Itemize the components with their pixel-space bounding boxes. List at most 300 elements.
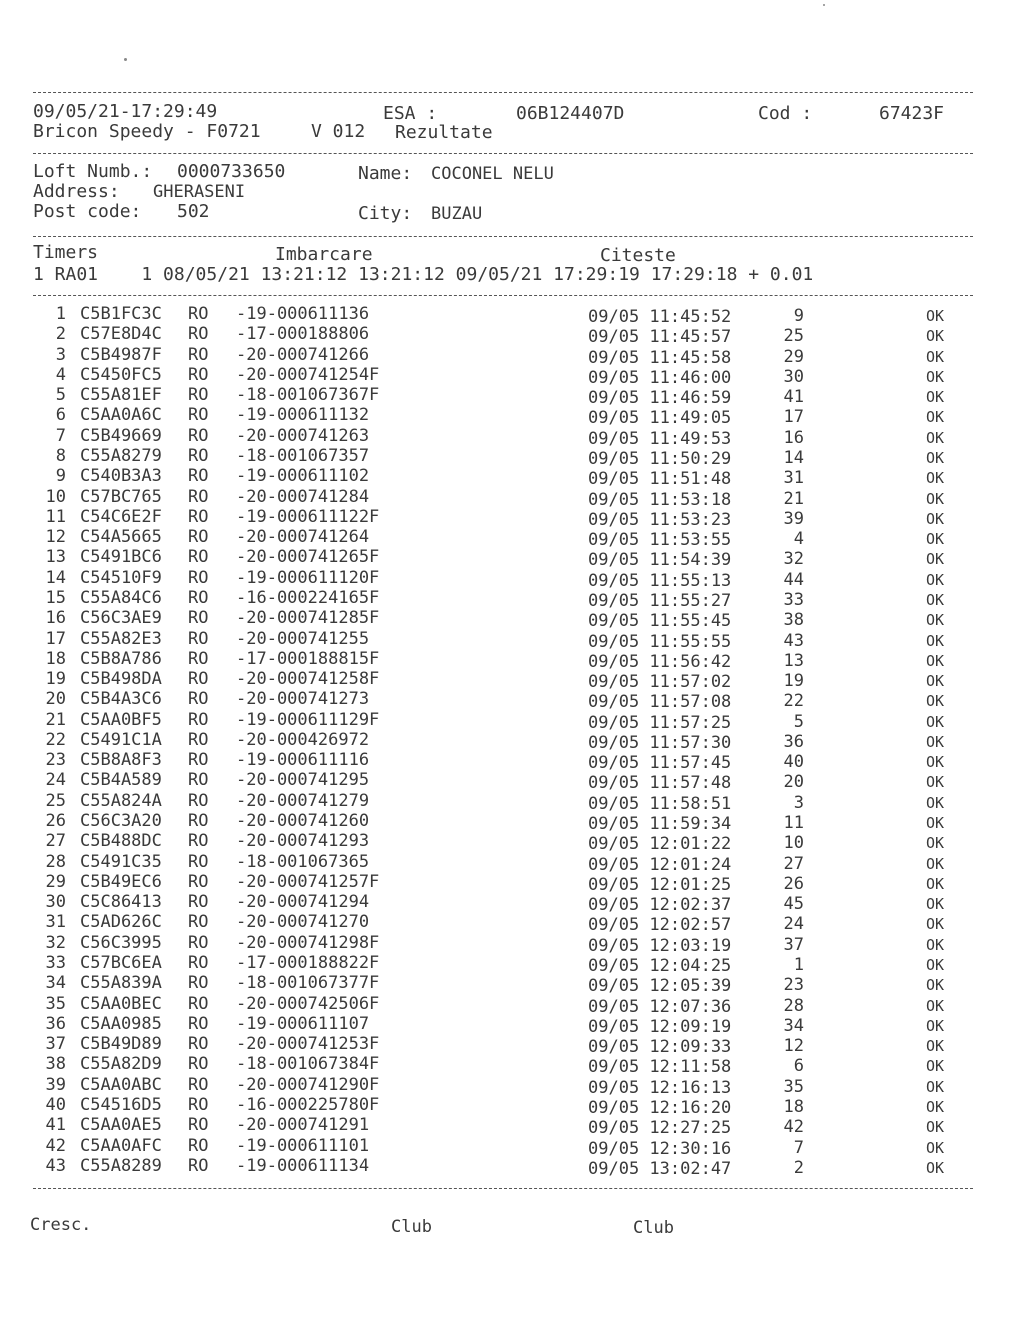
ring-id: -18-001067367F [236,385,380,406]
status-ok: OK [926,1158,945,1177]
position-number: 37 [783,934,804,955]
table-row [0,671,1024,691]
bottom-divider [33,1188,973,1189]
country-code: RO [188,1074,209,1095]
row-number: 13 [45,547,66,568]
country-code: RO [188,892,209,913]
table-row [0,1117,1024,1137]
status-ok: OK [926,1097,945,1116]
table-row [0,326,1024,346]
status-ok: OK [926,408,945,427]
country-code: RO [188,1155,209,1176]
ring-id: -17-000188806 [236,324,370,345]
row-number: 39 [45,1074,66,1095]
arrival-time: 09/05 11:56:42 [588,651,732,672]
row-number: 18 [45,648,66,669]
table-row [0,993,1024,1017]
position-number: 31 [783,468,804,489]
ring-id: -20-000741266 [236,344,370,365]
table-row [0,709,1024,733]
cresc-label: Cresc. [30,1215,92,1235]
table-row [0,752,1024,772]
ring-code: C5AA0BEC [80,993,162,1014]
address-label: Address: [33,181,120,202]
arrival-time: 09/05 11:57:08 [588,692,732,713]
arrival-time: 09/05 12:01:22 [588,834,732,855]
ring-id: -20-000741294 [236,892,370,913]
position-number: 29 [783,346,804,367]
status-ok: OK [926,631,945,650]
club-label-2: Club [633,1218,674,1238]
arrival-time: 09/05 11:55:27 [588,590,732,611]
country-code: RO [188,425,209,446]
position-number: 34 [783,1015,804,1036]
arrival-time: 09/05 11:46:59 [588,388,732,409]
ring-code: C540B3A3 [80,466,162,487]
country-code: RO [188,689,209,710]
ring-code: C5B8A8F3 [80,750,162,771]
timer-line: 1 RA01 1 08/05/21 13:21:12 13:21:12 09/05/21 17:29:19 17:29:18 + 0.01 [33,264,814,285]
row-number: 23 [45,750,66,771]
position-number: 11 [783,813,804,833]
ring-code: C5AA0985 [80,1013,162,1034]
table-row [0,486,1024,510]
position-number: 39 [783,508,804,529]
status-ok: OK [926,611,945,630]
ring-code: C57BC6EA [80,953,162,973]
arrival-time: 09/05 11:49:53 [588,428,732,449]
ring-code: C5491BC6 [80,547,162,568]
row-number: 42 [45,1135,66,1156]
ring-code: C57BC765 [80,486,162,507]
ring-code: C5B4A3C6 [80,689,162,710]
esa-value: 06B124407D [516,103,625,124]
ring-code: C5B49D89 [80,1034,162,1055]
country-code: RO [188,973,209,994]
city-label: City: [358,203,413,224]
status-ok: OK [926,1016,945,1035]
row-number: 17 [45,628,66,649]
table-row [0,425,1024,449]
country-code: RO [188,608,209,629]
table-row [0,1135,1024,1159]
ring-code: C5B488DC [80,831,162,852]
arrival-time: 09/05 11:53:55 [588,530,732,551]
arrival-time: 09/05 12:09:33 [588,1037,732,1058]
ring-code: C5AA0ABC [80,1074,162,1095]
row-number: 24 [45,770,66,791]
row-number: 37 [45,1034,66,1055]
arrival-time: 09/05 11:55:55 [588,631,732,652]
status-ok: OK [926,732,945,751]
name-label: Name: [358,163,413,184]
status-ok: OK [926,874,945,893]
arrival-time: 09/05 11:53:23 [588,509,732,530]
row-number: 8 [55,446,66,466]
country-code: RO [188,770,209,791]
arrival-time: 09/05 11:51:48 [588,469,732,490]
ring-id: -20-000741258F [236,669,380,689]
loft-value: 0000733650 [177,161,286,182]
table-row [0,468,1024,488]
position-number: 23 [783,975,804,996]
ring-id: -17-000188815F [236,648,380,669]
table-row [0,955,1024,975]
table-row [0,813,1024,833]
status-ok: OK [926,509,945,528]
country-code: RO [188,344,209,365]
position-number: 25 [783,326,804,347]
position-number: 14 [783,448,804,468]
position-number: 36 [783,731,804,752]
arrival-time: 09/05 12:11:58 [588,1057,732,1078]
country-code: RO [188,1094,209,1115]
country-code: RO [188,324,209,345]
header-divider [33,153,973,154]
status-ok: OK [926,692,945,711]
arrival-time: 09/05 11:50:29 [588,449,732,469]
position-number: 12 [783,1036,804,1057]
table-row [0,1056,1024,1076]
position-number: 28 [783,995,804,1016]
country-code: RO [188,446,209,466]
row-number: 12 [45,527,66,548]
position-number: 9 [793,306,804,326]
row-number: 5 [55,385,66,406]
timers-divider [33,295,973,296]
ring-id: -20-000741290F [236,1074,380,1095]
country-code: RO [188,486,209,507]
table-row [0,790,1024,814]
scan-speck [823,4,825,6]
name-value: COCONEL NELU [431,164,554,184]
table-row [0,914,1024,934]
table-row [0,448,1024,468]
status-ok: OK [926,469,945,488]
ring-code: C54510F9 [80,567,162,588]
position-number: 10 [783,833,804,854]
row-number: 20 [45,689,66,710]
ring-id: -18-001067377F [236,973,380,994]
ring-id: -20-000741298F [236,932,380,953]
arrival-time: 09/05 11:55:45 [588,611,732,632]
country-code: RO [188,993,209,1014]
arrival-time: 09/05 11:54:39 [588,550,732,571]
row-number: 6 [55,405,66,426]
table-row [0,894,1024,914]
ring-code: C55A82E3 [80,628,162,649]
status-ok: OK [926,956,945,974]
status-ok: OK [926,550,945,569]
ring-code: C57E8D4C [80,324,162,345]
status-ok: OK [926,976,945,995]
arrival-time: 09/05 12:30:16 [588,1138,732,1159]
row-number: 28 [45,851,66,872]
country-code: RO [188,547,209,568]
position-number: 35 [783,1076,804,1097]
arrival-time: 09/05 12:09:19 [588,1016,732,1037]
ring-id: -20-000741291 [236,1115,370,1136]
arrival-time: 09/05 12:05:39 [588,976,732,997]
ring-id: -20-000426972 [236,729,370,750]
status-ok: OK [926,793,945,812]
ring-code: C54A5665 [80,527,162,548]
status-ok: OK [926,814,945,832]
row-number: 2 [55,324,66,345]
ring-code: C55A81EF [80,385,162,406]
table-row [0,1094,1024,1118]
row-number: 34 [45,973,66,994]
ring-id: -20-000741293 [236,831,370,852]
ring-code: C5450FC5 [80,364,162,385]
country-code: RO [188,587,209,608]
row-number: 16 [45,608,66,629]
table-row [0,344,1024,368]
row-number: 27 [45,831,66,852]
row-number: 4 [55,364,66,385]
ring-code: C56C3AE9 [80,608,162,629]
table-row [0,364,1024,388]
postcode-label: Post code: [33,201,142,222]
ring-code: C5B498DA [80,669,162,689]
status-ok: OK [926,347,945,366]
row-number: 43 [45,1155,66,1176]
country-code: RO [188,912,209,933]
status-ok: OK [926,489,945,508]
cod-value: 67423F [879,103,945,124]
country-code: RO [188,709,209,730]
ring-code: C56C3995 [80,932,162,953]
status-ok: OK [926,367,945,386]
arrival-time: 09/05 12:03:19 [588,935,732,956]
arrival-time: 09/05 12:04:25 [588,956,732,976]
position-number: 2 [793,1157,804,1178]
status-ok: OK [926,895,945,914]
city-value: BUZAU [431,204,483,224]
position-number: 1 [793,955,804,975]
table-row [0,587,1024,611]
table-row [0,1155,1024,1179]
address-value: GHERASENI [153,182,246,202]
ring-id: -19-000611136 [236,304,370,324]
table-row [0,932,1024,956]
table-row [0,851,1024,875]
ring-id: -18-001067357 [236,446,370,466]
ring-id: -19-000611129F [236,709,380,730]
row-number: 29 [45,871,66,892]
status-ok: OK [926,428,945,447]
table-row [0,549,1024,569]
ring-id: -20-000741265F [236,547,380,568]
table-row [0,871,1024,895]
position-number: 21 [783,488,804,509]
ring-code: C5B1FC3C [80,304,162,324]
table-row [0,529,1024,549]
table-row [0,610,1024,630]
ring-code: C56C3A20 [80,811,162,831]
ring-id: -18-001067365 [236,851,370,872]
row-number: 3 [55,344,66,365]
citeste-label: Citeste [600,245,676,266]
ring-code: C54C6E2F [80,506,162,527]
position-number: 18 [783,1096,804,1117]
country-code: RO [188,932,209,953]
table-row [0,833,1024,853]
ring-id: -20-000741295 [236,770,370,791]
country-code: RO [188,1034,209,1055]
status-ok: OK [926,712,945,731]
status-ok: OK [926,1037,945,1056]
owner-divider [33,236,973,237]
ring-id: -19-000611120F [236,567,380,588]
position-number: 33 [783,589,804,610]
ring-code: C5491C1A [80,729,162,750]
position-number: 22 [783,691,804,712]
status-ok: OK [926,935,945,954]
status-ok: OK [926,570,945,589]
status-ok: OK [926,773,945,792]
position-number: 19 [783,671,804,691]
status-ok: OK [926,672,945,690]
country-code: RO [188,1054,209,1075]
row-number: 22 [45,729,66,750]
position-number: 42 [783,1117,804,1138]
position-number: 5 [793,711,804,732]
status-ok: OK [926,1118,945,1137]
table-row [0,506,1024,530]
row-number: 25 [45,790,66,811]
arrival-time: 09/05 11:57:48 [588,773,732,794]
arrival-time: 09/05 11:49:05 [588,408,732,429]
position-number: 26 [783,873,804,894]
status-ok: OK [926,834,945,853]
ring-code: C5B4A589 [80,770,162,791]
country-code: RO [188,1135,209,1156]
country-code: RO [188,385,209,406]
ring-id: -20-000741260 [236,811,370,831]
status-ok: OK [926,590,945,609]
ring-id: -19-000611116 [236,750,370,771]
status-ok: OK [926,1138,945,1157]
position-number: 45 [783,894,804,915]
country-code: RO [188,567,209,588]
arrival-time: 09/05 11:45:58 [588,347,732,368]
row-number: 15 [45,587,66,608]
arrival-time: 09/05 11:55:13 [588,570,732,591]
country-code: RO [188,1013,209,1034]
table-row [0,407,1024,427]
esa-label: ESA : [383,103,438,124]
country-code: RO [188,527,209,548]
arrival-time: 09/05 11:46:00 [588,367,732,388]
ring-code: C5C86413 [80,892,162,913]
status-ok: OK [926,449,945,467]
ring-code: C5AA0AE5 [80,1115,162,1136]
status-ok: OK [926,753,945,772]
report-datetime: 09/05/21-17:29:49 [33,101,218,122]
country-code: RO [188,466,209,487]
ring-code: C55A82D9 [80,1054,162,1075]
country-code: RO [188,628,209,649]
country-code: RO [188,851,209,872]
ring-id: -19-000611107 [236,1013,370,1034]
arrival-time: 09/05 12:27:25 [588,1118,732,1139]
ring-code: C5AA0A6C [80,405,162,426]
country-code: RO [188,364,209,385]
ring-code: C54516D5 [80,1094,162,1115]
ring-id: -20-000741264 [236,527,370,548]
arrival-time: 09/05 11:57:30 [588,732,732,753]
status-ok: OK [926,915,945,934]
arrival-time: 09/05 11:58:51 [588,793,732,814]
position-number: 20 [783,772,804,793]
ring-id: -20-000741255 [236,628,370,649]
ring-id: -20-000741270 [236,912,370,933]
position-number: 7 [793,1137,804,1158]
table-row [0,1074,1024,1098]
table-row [0,729,1024,753]
status-ok: OK [926,996,945,1015]
ring-code: C55A824A [80,790,162,811]
ring-id: -19-000611122F [236,506,380,527]
ring-id: -19-000611102 [236,466,370,487]
loft-label: Loft Numb.: [33,161,153,182]
country-code: RO [188,750,209,771]
row-number: 19 [45,669,66,689]
ring-id: -19-000611132 [236,405,370,426]
country-code: RO [188,871,209,892]
ring-id: -20-000741285F [236,608,380,629]
row-number: 14 [45,567,66,588]
ring-code: C55A84C6 [80,587,162,608]
ring-id: -20-000741279 [236,790,370,811]
row-number: 30 [45,892,66,913]
ring-id: -20-000741284 [236,486,370,507]
ring-id: -16-000224165F [236,587,380,608]
scan-speck [124,58,127,61]
row-number: 31 [45,912,66,933]
position-number: 43 [783,630,804,651]
row-number: 26 [45,811,66,831]
arrival-time: 09/05 12:16:13 [588,1077,732,1098]
arrival-time: 09/05 12:16:20 [588,1097,732,1118]
row-number: 11 [45,506,66,527]
ring-id: -20-000741257F [236,871,380,892]
table-row [0,628,1024,652]
imbarcare-label: Imbarcare [275,244,373,265]
position-number: 16 [783,427,804,448]
ring-code: C5B49EC6 [80,871,162,892]
position-number: 38 [783,610,804,631]
arrival-time: 09/05 11:45:57 [588,327,732,348]
position-number: 4 [793,529,804,550]
table-row [0,648,1024,672]
arrival-time: 09/05 12:07:36 [588,996,732,1017]
device-version: V 012 [311,121,366,142]
table-row [0,306,1024,326]
arrival-time: 09/05 11:57:02 [588,672,732,692]
status-ok: OK [926,651,945,670]
country-code: RO [188,506,209,527]
country-code: RO [188,405,209,426]
arrival-time: 09/05 11:45:52 [588,307,732,327]
arrival-time: 09/05 11:53:18 [588,489,732,510]
row-number: 33 [45,953,66,973]
row-number: 41 [45,1115,66,1136]
country-code: RO [188,304,209,324]
ring-code: C5AA0AFC [80,1135,162,1156]
arrival-time: 09/05 12:01:24 [588,854,732,875]
